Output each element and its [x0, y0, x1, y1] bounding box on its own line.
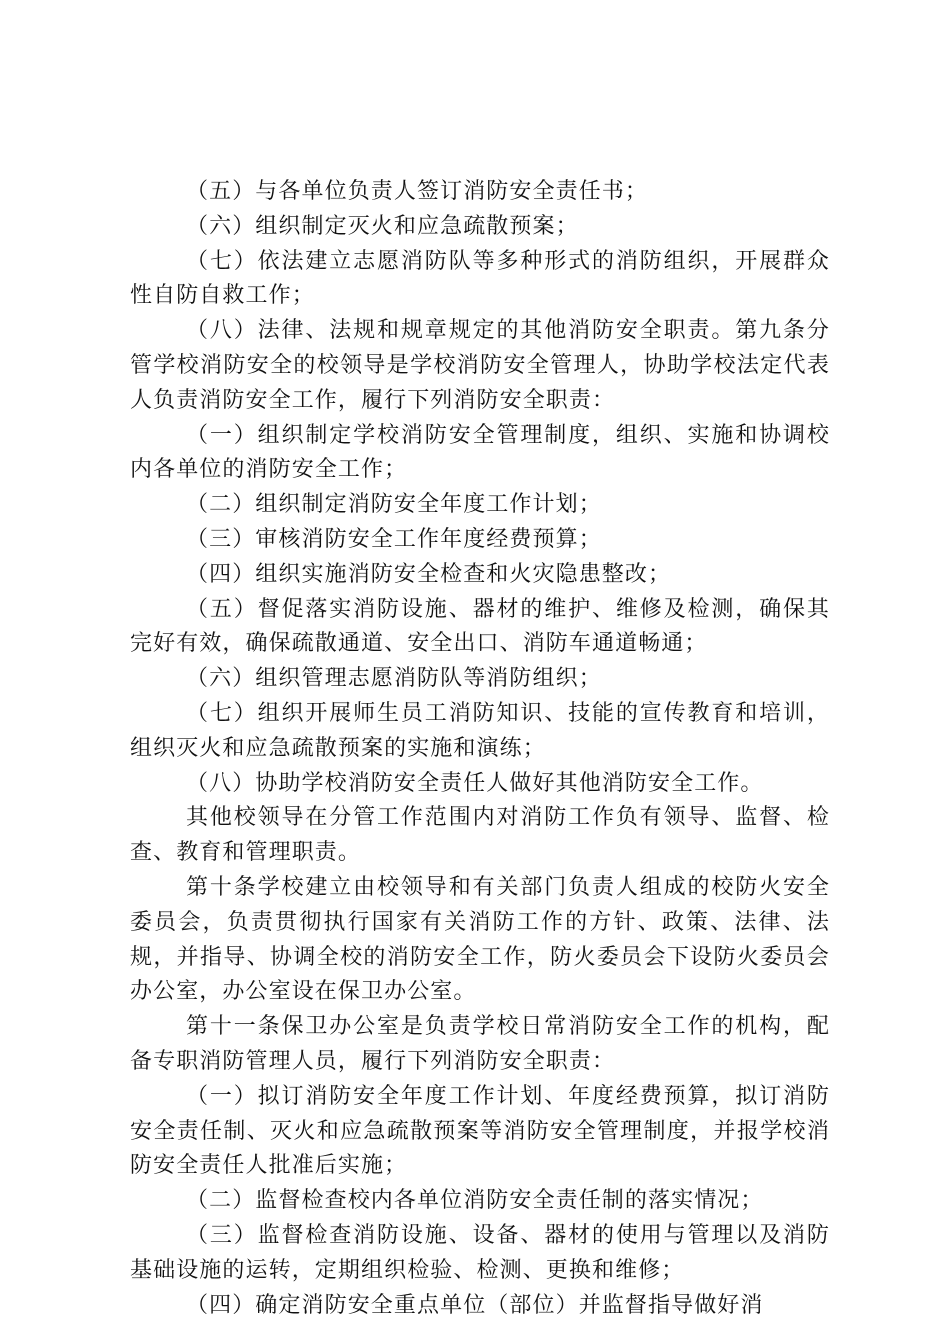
paragraph-7: （三）审核消防安全工作年度经费预算； — [186, 526, 602, 552]
paragraph-2: （六）组织制定灭火和应急疏散预案； — [186, 213, 579, 239]
paragraph-19: （四）确定消防安全重点单位（部位）并监督指导做好消 — [186, 1292, 764, 1318]
paragraph-17: （二）监督检查校内各单位消防安全责任制的落实情况； — [186, 1188, 764, 1214]
paragraph-3: （七）依法建立志愿消防队等多种形式的消防组织，开展群众性自防自救工作； — [130, 248, 830, 309]
paragraph-18: （三）监督检查消防设施、设备、器材的使用与管理以及消防基础设施的运转，定期组织检验、检测、更换和维修； — [130, 1222, 830, 1283]
paragraph-1: （五）与各单位负责人签订消防安全责任书； — [186, 179, 649, 204]
paragraph-15: 第十一条保卫办公室是负责学校日常消防安全工作的机构，配备专职消防管理人员，履行下列消防安全职责： — [130, 1014, 830, 1074]
paragraph-10: （六）组织管理志愿消防队等消防组织； — [186, 666, 602, 692]
paragraph-8: （四）组织实施消防安全检查和火灾隐患整改； — [186, 561, 672, 587]
paragraph-9: （五）督促落实消防设施、器材的维护、维修及检测，确保其完好有效，确保疏散通道、安全出口、消防车通道畅通； — [130, 596, 830, 657]
paragraph-13: 其他校领导在分管工作范围内对消防工作负有领导、监督、检查、教育和管理职责。 — [130, 805, 830, 866]
paragraph-12: （八）协助学校消防安全责任人做好其他消防安全工作。 — [186, 770, 764, 796]
paragraph-11: （七）组织开展师生员工消防知识、技能的宣传教育和培训，组织灭火和应急疏散预案的实施和演练； — [130, 700, 830, 761]
paragraph-14: 第十条学校建立由校领导和有关部门负责人组成的校防火安全委员会，负责贯彻执行国家有关消防工作的方针、政策、法律、法规，并指导、协调全校的消防安全工作，防火委员会下设防火委员会办公室，办公室设在保卫办公室。 — [130, 874, 830, 1005]
document-body — [130, 175, 830, 1323]
paragraph-6: （二）组织制定消防安全年度工作计划； — [186, 492, 602, 518]
paragraph-16: （一）拟订消防安全年度工作计划、年度经费预算，拟订消防安全责任制、灭火和应急疏散预案等消防安全管理制度，并报学校消防安全责任人批准后实施； — [130, 1083, 830, 1179]
paragraph-4: （八）法律、法规和规章规定的其他消防安全职责。第九条分管学校消防安全的校领导是学校消防安全管理人，协助学校法定代表人负责消防安全工作，履行下列消防安全职责： — [130, 318, 830, 413]
paragraph-5: （一）组织制定学校消防安全管理制度，组织、实施和协调校内各单位的消防安全工作； — [130, 422, 830, 483]
